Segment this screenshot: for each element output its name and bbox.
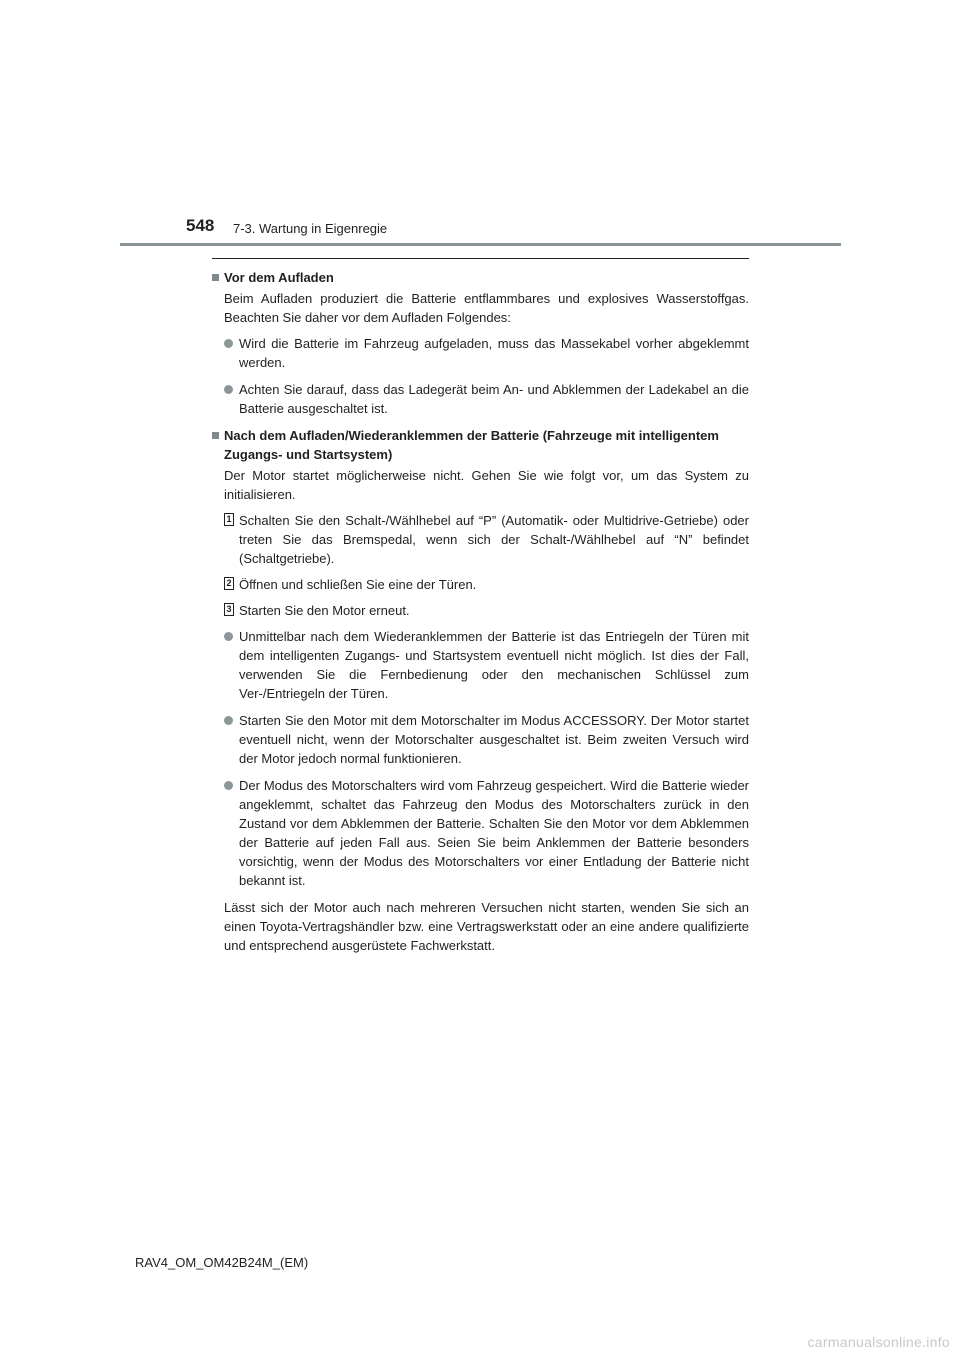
step-text: Öffnen und schließen Sie eine der Türen. <box>239 577 477 592</box>
section-heading <box>212 426 749 464</box>
list-item <box>212 334 749 372</box>
section-title: 7-3. Wartung in Eigenregie <box>233 221 388 236</box>
list-item <box>212 776 749 890</box>
list-item-text: Wird die Batterie im Fahrzeug aufgeladen, muss das Massekabel vorher abgeklemmt werden. <box>239 336 749 370</box>
page-content <box>212 258 749 955</box>
step-number-box: 2 <box>224 577 234 590</box>
step-text: Starten Sie den Motor erneut. <box>239 603 410 618</box>
header-rule <box>120 243 841 246</box>
circle-bullet-icon <box>224 632 233 641</box>
step-item <box>212 511 749 568</box>
step-text: Schalten Sie den Schalt-/Wählhebel auf “P” (Automatik- oder Multidrive-Getriebe) oder treten Sie das Bremspedal, wenn sich der Schalt-/Wählhebel auf “N” befindet (Schaltgetriebe). <box>239 513 749 566</box>
watermark-link[interactable]: carmanualsonline.info <box>807 1334 950 1350</box>
list-item-text: Der Modus des Motorschalters wird vom Fahrzeug gespeichert. Wird die Batterie wieder angeklemmt, schaltet das Fahrzeug den Modus des Motorschalters zurück in den Zustand vor dem Abklemmen der Batterie. Schalten Sie den Motor vor dem Abklemmen der Batterie auf jeden Fall aus. Seien Sie beim Anklemmen der Batterie besonders vorsichtig, wenn der Modus des Motorschalters vor einer Entladung der Batterie nicht bekannt ist. <box>239 778 749 888</box>
footer-code: RAV4_OM_OM42B24M_(EM) <box>135 1255 309 1270</box>
section-intro: Beim Aufladen produziert die Batterie entflammbares und explosives Wasserstoffgas. Beachten Sie daher vor dem Aufladen Folgendes: <box>224 291 749 325</box>
circle-bullet-icon <box>224 716 233 725</box>
closing-paragraph: Lässt sich der Motor auch nach mehreren Versuchen nicht starten, wenden Sie sich an einen Toyota-Vertragshändler bzw. eine Vertragswerkstatt oder an eine andere qualifizierte und entsprechend ausgerüstete Fachwerkstatt. <box>224 900 749 953</box>
list-item-text: Starten Sie den Motor mit dem Motorschalter im Modus ACCESSORY. Der Motor startet eventuell nicht, wenn der Motorschalter ausgeschaltet ist. Beim zweiten Versuch wird der Motor jedoch normal funktionieren. <box>239 713 749 766</box>
list-item <box>212 711 749 768</box>
section-heading-text: Vor dem Aufladen <box>224 270 334 285</box>
circle-bullet-icon <box>224 339 233 348</box>
list-item-text: Unmittelbar nach dem Wiederanklemmen der Batterie ist das Entriegeln der Türen mit dem intelligenten Zugangs- und Startsystem eventuell nicht möglich. Ist dies der Fall, verwenden Sie die Fernbedienung oder den mechanischen Schlüssel zum Ver-/Entriegeln der Türen. <box>239 629 749 701</box>
square-bullet-icon <box>212 274 219 281</box>
step-item <box>212 601 749 620</box>
step-number-box: 1 <box>224 513 234 526</box>
section-intro: Der Motor startet möglicherweise nicht. Gehen Sie wie folgt vor, um das System zu initialisieren. <box>224 468 749 502</box>
page-number: 548 <box>186 216 215 235</box>
list-item <box>212 380 749 418</box>
list-item-text: Achten Sie darauf, dass das Ladegerät beim An- und Abklemmen der Ladekabel an die Batterie ausgeschaltet ist. <box>239 382 749 416</box>
circle-bullet-icon <box>224 781 233 790</box>
circle-bullet-icon <box>224 385 233 394</box>
step-item <box>212 575 749 594</box>
section-heading-text: Nach dem Aufladen/Wiederanklemmen der Batterie (Fahrzeuge mit intelligentem Zugangs- und Startsystem) <box>224 428 719 462</box>
list-item <box>212 627 749 703</box>
square-bullet-icon <box>212 432 219 439</box>
step-number-box: 3 <box>224 603 234 616</box>
section-heading <box>212 268 749 287</box>
